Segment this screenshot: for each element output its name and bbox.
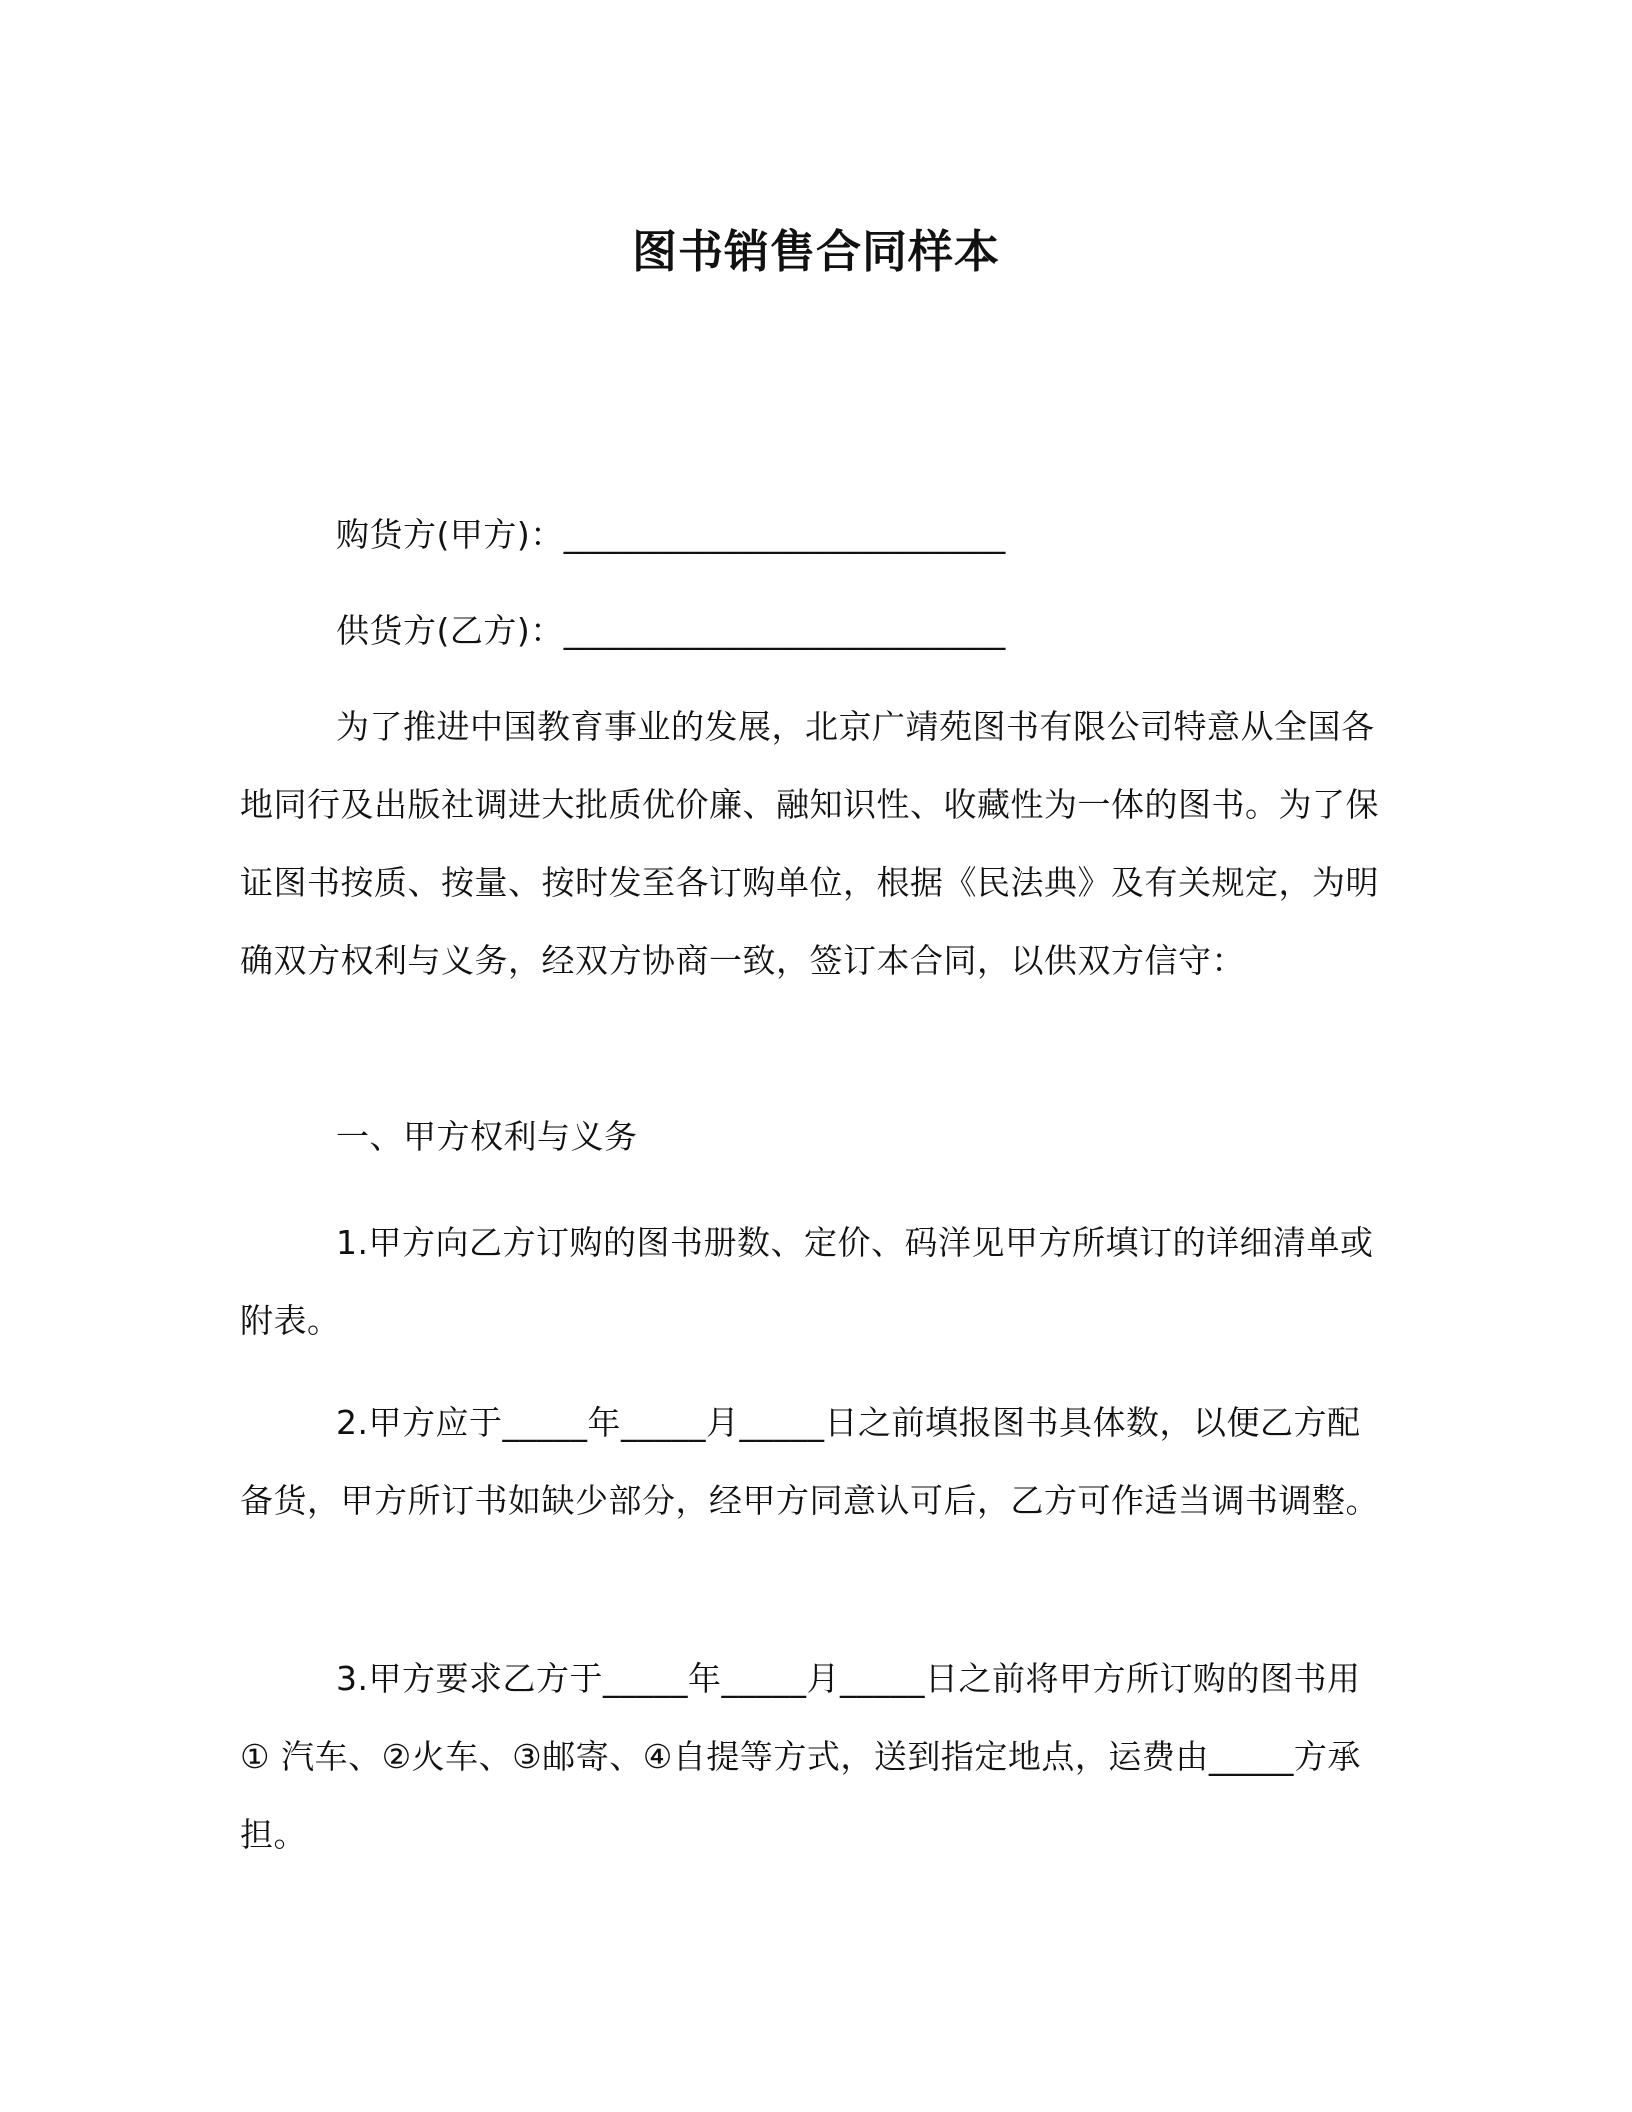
seller-line: 供货方(乙方)：__________________________ — [336, 611, 1006, 650]
clause1-paragraph: 1.甲方向乙方订购的图书册数、定价、码洋见甲方所填订的详细清单或附表。 — [240, 1223, 1374, 1340]
intro-paragraph: 为了推进中国教育事业的发展，北京广靖苑图书有限公司特意从全国各地同行及出版社调进大批质优价廉、融知识性、收藏性为一体的图书。为了保证图书按质、按量、按时发至各订购单位，根据《民法典》及有关规定，为明确双方权利与义务，经双方协商一致，签订本合同，以供双方信守： — [240, 707, 1379, 980]
clause2-block — [240, 1384, 1390, 1540]
seller-party-block — [240, 592, 1390, 670]
clause3-paragraph: 3.甲方要求乙方于_____年_____月_____日之前将甲方所订购的图书用① 汽车、②火车、③邮寄、④自提等方式，送到指定地点，运费由_____方承担。 — [240, 1659, 1361, 1854]
clause2-paragraph: 2.甲方应于_____年_____月_____日之前填报图书具体数，以便乙方配备货，甲方所订书如缺少部分，经甲方同意认可后，乙方可作适当调书调整。 — [240, 1403, 1379, 1520]
clause3-block — [240, 1640, 1390, 1874]
buyer-party-block — [240, 496, 1390, 574]
clause1-block — [240, 1204, 1390, 1360]
buyer-line: 购货方(甲方)：__________________________ — [336, 515, 1006, 554]
section1-heading: 一、甲方权利与义务 — [336, 1117, 638, 1156]
section1-heading-block — [240, 1098, 1390, 1176]
document-title: 图书销售合同样本 — [631, 225, 1000, 278]
intro-block — [240, 688, 1390, 1000]
